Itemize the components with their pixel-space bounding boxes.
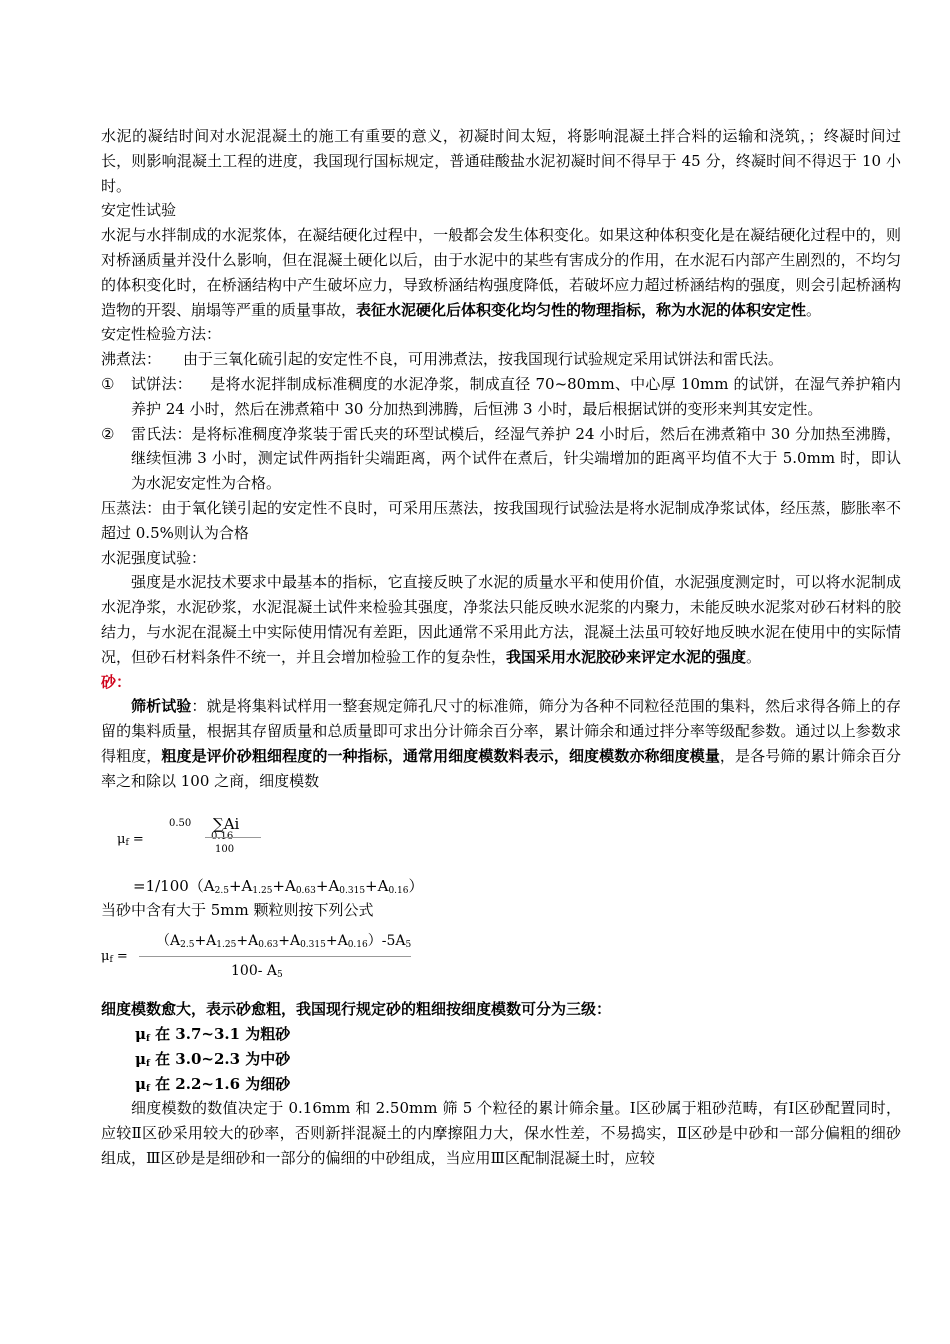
formula-denominator: 100 [215, 843, 235, 855]
formula2-denominator: 100- $A_5$ [231, 963, 283, 981]
boiling-label: 沸煮法： [101, 350, 162, 369]
strength-conclusion: 我国采用水泥胶砂来评定水泥的强度 [506, 647, 747, 666]
sand-heading: 砂： [101, 672, 132, 691]
list-marker-2: ② [101, 424, 115, 443]
boiling-method [101, 347, 901, 372]
list-item-le-chatelier [101, 422, 901, 496]
strength-end: 。 [746, 647, 762, 666]
sieve-text: ：就是将集料试样用一整套规定筛孔尺寸的标准筛，筛分为各种不同粒径范围的集料，然后求得各筛上的存留的集料质量，根据其存留质量和总质量即可求出分计筛余百分率，累计筛余和通过拌分率等级配参数。通过以上参数求得粗度， [101, 697, 901, 765]
soundness-end: 。 [806, 300, 822, 319]
sum-expression: ∑Ai [213, 814, 240, 833]
fineness-heading: 细度模数愈大，表示砂愈粗，我国现行规定砂的粗细按细度模数可分为三级： [101, 1000, 612, 1019]
formula-expansion: $=1/100(A_{2.5}+A_{1.25}+A_{0.63}+A_{0.315}+A_{0.16})$ [133, 876, 424, 896]
mu-f-label-2: $\mu_f$ = [101, 949, 128, 966]
sieve-label: 筛析试验 [131, 697, 192, 716]
sum-lower-limit: 0.16 [211, 830, 234, 842]
pat-test-text: 是将水泥拌制成标准稠度的水泥净浆，制成直径 70~80mm、中心厚 10mm 的试饼，在湿气养护箱内养护 24 小时，然后在沸煮箱中 30 分加热到沸腾，后恒沸 3 小时，最后根据试饼的变形来判其安定性。 [131, 374, 901, 418]
sieve-end: ，是各号筛的累计筛余百分率之和除以 100 之商，细度模数 [101, 746, 901, 790]
fineness-formula [101, 812, 901, 874]
level-fine: $\mu_f$ 在 2.2~1.6 为细砂 [135, 1074, 291, 1094]
soundness-body: 水泥与水拌制成的水泥浆体，在凝结硬化过程中，一般都会发生体积变化。如果这种体积变化是在凝结硬化过程中的，则对桥涵质量并没什么影响，但在混凝土硬化以后，由于水泥中的某些有害成分的作用，在水泥石内部产生剧烈的，不均匀的体积变化时，在桥涵结构中产生破坏应力，导致桥涵结构强度降低，若破坏应力超过桥涵结构的强度，则会引起桥涵构造物的开裂、崩塌等严重的质量事故， [101, 226, 901, 319]
autoclave-method: 压蒸法：由于氧化镁引起的安定性不良时，可采用压蒸法，按我国现行试验法是将水泥制成净浆试体，经压蒸，膨胀率不超过 0.5%则认为合格 [101, 498, 901, 542]
sum-upper-limit: 0.50 [169, 817, 192, 829]
setting-time-paragraph: 水泥的凝结时间对水泥混凝土的施工有重要的意义，初凝时间太短，将影响混凝土拌合料的运输和浇筑，；终凝时间过长，则影响混凝土工程的进度，我国现行国标规定，普通硅酸盐水泥初凝时间不得早于 45 分，终凝时间不得迟于 10 小时。 [101, 127, 901, 195]
level-medium: $\mu_f$ 在 3.0~2.3 为中砂 [135, 1049, 291, 1069]
strength-heading: 水泥强度试验： [101, 548, 207, 567]
fineness-closing: 细度模数的数值决定于 0.16mm 和 2.50mm 筛 5 个粒径的累计筛余量。Ⅰ区砂属于粗砂范畴，有Ⅰ区砂配置同时，应较Ⅱ区砂采用较大的砂率，否则新拌混凝土的内摩擦阻力大，保水性差，不易捣实，Ⅱ区砂是中砂和一部分偏粗的细砂组成，Ⅲ区砂是是细砂和一部分的偏细的中砂组成，当应用Ⅲ区配制混凝土时，应较 [101, 1099, 901, 1167]
document-page [101, 124, 901, 1171]
boiling-text: 由于三氧化硫引起的安定性不良，可用沸煮法，按我国现行试验规定采用试饼法和雷氏法。 [183, 350, 784, 369]
level-coarse: $\mu_f$ 在 3.7~3.1 为粗砂 [135, 1024, 291, 1044]
pat-test-label: 试饼法： [131, 374, 192, 393]
strength-body: 强度是水泥技术要求中最基本的指标，它直接反映了水泥的质量水平和使用价值，水泥强度测定时，可以将水泥制成水泥净浆，水泥砂浆，水泥混凝土试件来检验其强度，净浆法只能反映水泥浆的内聚力，未能反映水泥浆对砂石材料的胶结力，与水泥在混凝土中实际使用情况有差距，因此通常不采用此方法，混凝土法虽可较好地反映水泥在使用中的实际情况，但砂石材料条件不统一，并且会增加检验工作的复杂性， [101, 573, 901, 666]
strength-paragraph [101, 570, 901, 669]
soundness-paragraph [101, 223, 901, 322]
coarse-fineness-formula [101, 929, 901, 987]
formula2-numerator: $(A_{2.5}+A_{1.25}+A_{0.63}+A_{0.315}+A_{0.16})-5A_5$ [156, 933, 412, 951]
soundness-definition: 表征水泥硬化后体积变化均匀性的物理指标，称为水泥的体积安定性 [356, 300, 807, 319]
fraction-bar-2 [139, 956, 411, 957]
method-heading: 安定性检验方法： [101, 325, 222, 344]
list-marker-1: ① [101, 374, 115, 393]
coarse-grain-intro: 当砂中含有大于 5mm 颗粒则按下列公式 [101, 901, 374, 920]
le-chatelier-text: 雷氏法：是将标准稠度净浆装于雷氏夹的环型试模后，经湿气养护 24 小时后，然后在沸煮箱中 30 分加热至沸腾，继续恒沸 3 小时，测定试件两指针尖端距离，两个试件在煮后，针尖端增加的距离平均值不大于 5.0mm 时，即认为水泥安定性为合格。 [131, 424, 901, 493]
list-item-pat-test [101, 372, 901, 422]
sieve-paragraph [101, 694, 901, 793]
soundness-heading: 安定性试验 [101, 201, 177, 220]
fineness-definition: 粗度是评价砂粗细程度的一种指标，通常用细度模数料表示，细度模数亦称细度模量 [161, 746, 720, 765]
mu-f-label: $\mu_f$ = [117, 831, 144, 848]
